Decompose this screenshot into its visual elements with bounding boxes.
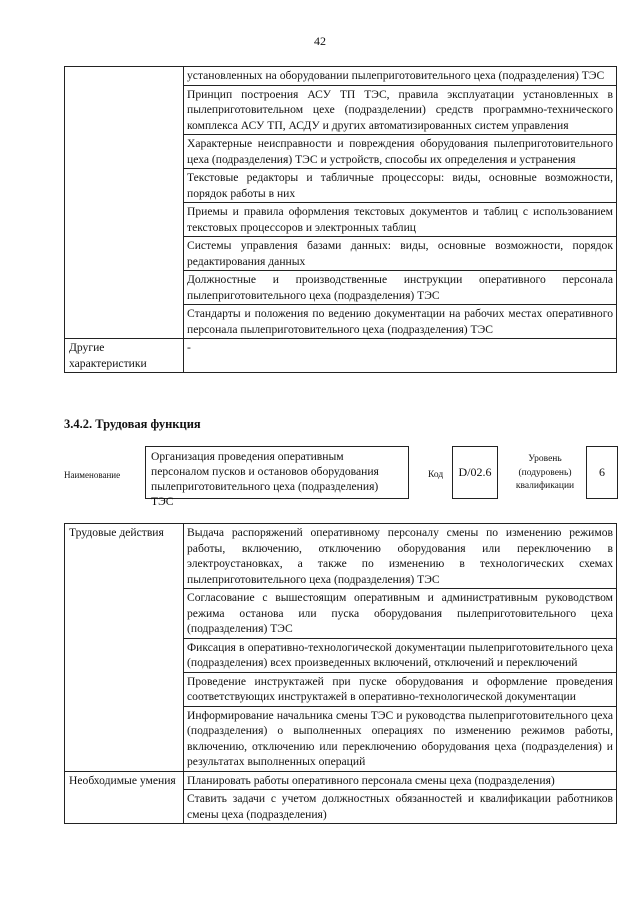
table-row (65, 67, 617, 86)
qualification-level-label: Уровень (подуровень) квалификации (515, 454, 575, 491)
qualification-level-value: 6 (586, 446, 618, 499)
code-label: Код (428, 470, 444, 480)
skill-item: Ставить задачи с учетом должностных обязанностей и квалификации работников смены цеха (подразделения) (184, 790, 617, 824)
table-row (65, 771, 617, 790)
labor-action-item: Согласование с вышестоящим оперативным и административным руководством режима останова или пуска оборудования пылеприготовительного цеха (подразделения) ТЭС (184, 589, 617, 639)
skill-item: Планировать работы оперативного персонала смены цеха (подразделения) (184, 771, 617, 790)
labor-actions-table (64, 523, 617, 824)
code-value: D/02.6 (452, 446, 498, 499)
knowledge-item: Текстовые редакторы и табличные процессоры: виды, основные возможности, порядок работы в них (184, 169, 617, 203)
required-skills-label: Необходимые умения (65, 771, 184, 824)
other-characteristics-value: - (184, 339, 617, 373)
labor-function-header (64, 446, 616, 508)
knowledge-item: Характерные неисправности и повреждения оборудования пылеприготовительного цеха (подразделения) ТЭС и устройств, способы их определения и устранения (184, 135, 617, 169)
labor-function-name: Организация проведения оперативным персоналом пусков и остановов оборудования пылеприготовительного цеха (подразделения) ТЭС (145, 446, 409, 499)
table-row (65, 524, 617, 589)
labor-actions-label: Трудовые действия (65, 524, 184, 772)
labor-action-item: Проведение инструктажей при пуске оборудования и оформление проведения соответствующих инструктажей в оперативно-технологической документации (184, 672, 617, 706)
knowledge-table (64, 66, 617, 373)
table-row (65, 339, 617, 373)
knowledge-item: установленных на оборудовании пылеприготовительного цеха (подразделения) ТЭС (184, 67, 617, 86)
labor-action-item: Фиксация в оперативно-технологической документации пылеприготовительного цеха (подразделения) всех произведенных включений, отключений и переключений (184, 638, 617, 672)
knowledge-item: Стандарты и положения по ведению документации на рабочих местах оперативного персонала пылеприготовительного цеха (подразделения) ТЭС (184, 305, 617, 339)
labor-action-item: Выдача распоряжений оперативному персоналу смены по изменению режимов работы, включению, отключению оборудования или переключению в электроустановках, а также по изменению в технологических схемах пылеприготовительного цеха (подразделения) ТЭС (184, 524, 617, 589)
knowledge-item: Принцип построения АСУ ТП ТЭС, правила эксплуатации установленных в пылеприготовительном цехе (подразделении) средств программно-технического комплекса АСУ ТП, АСДУ и других автоматизированных систем управления (184, 85, 617, 135)
knowledge-item: Системы управления базами данных: виды, основные возможности, порядок редактирования данных (184, 237, 617, 271)
name-label: Наименование (64, 470, 121, 480)
knowledge-item: Приемы и правила оформления текстовых документов и таблиц с использованием текстовых процессоров и электронных таблиц (184, 203, 617, 237)
label-cell-empty (65, 67, 184, 339)
labor-action-item: Информирование начальника смены ТЭС и руководства пылеприготовительного цеха (подразделения) о выполненных операциях по изменению режимов работы, включению, отключению или переключению оборудования цеха (подразделения) и результатах выполненных операций (184, 706, 617, 771)
page-number: 42 (314, 34, 326, 48)
knowledge-item: Должностные и производственные инструкции оперативного персонала пылеприготовительного цеха (подразделения) ТЭС (184, 271, 617, 305)
other-characteristics-label: Другие характеристики (65, 339, 184, 373)
section-heading: 3.4.2. Трудовая функция (64, 417, 201, 431)
